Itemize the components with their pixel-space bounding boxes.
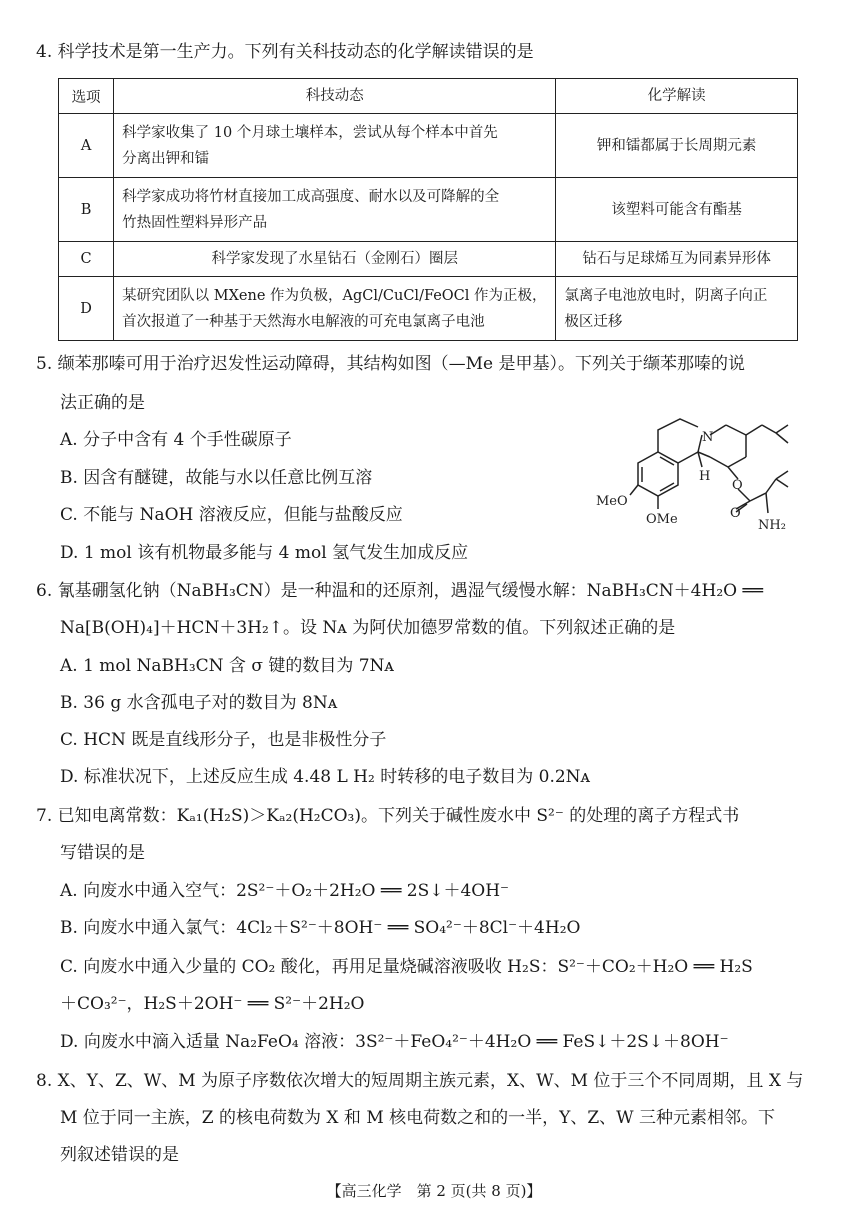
q7-stem-line1: 7. 已知电离常数：Kₐ₁(H₂S)＞Kₐ₂(H₂CO₃)。下列关于碱性废水中 S²⁻ 的处理的离子方程式书 (36, 806, 740, 826)
row-news: 科学家发现了水星钻石（金刚石）圈层 (114, 242, 556, 277)
q5-option-b: B. 因含有醚键，故能与水以任意比例互溶 (60, 468, 373, 488)
q6-option-c: C. HCN 既是直线形分子，也是非极性分子 (60, 730, 387, 750)
q8-stem-line3: 列叙述错误的是 (60, 1145, 179, 1165)
row-reading: 氯离子电池放电时，阴离子向正 极区迁移 (556, 277, 798, 341)
row-reading: 钻石与足球烯互为同素异形体 (556, 242, 798, 277)
q5-option-d: D. 1 mol 该有机物最多能与 4 mol 氢气发生加成反应 (60, 543, 469, 563)
q6-stem-line2: Na[B(OH)₄]＋HCN＋3H₂↑。设 Nᴀ 为阿伏加德罗常数的值。下列叙述正确的是 (60, 618, 676, 638)
table-row (59, 114, 798, 178)
o-atom-label: O (732, 478, 743, 493)
q6-option-d: D. 标准状况下，上述反应生成 4.48 L H₂ 时转移的电子数目为 0.2Nᴀ (60, 767, 591, 787)
col-header-option: 选项 (59, 79, 114, 114)
q8-stem-line2: M 位于同一主族，Z 的核电荷数为 X 和 M 核电荷数之和的一半，Y、Z、W 三种元素相邻。下 (60, 1108, 776, 1128)
q4-stem: 4. 科学技术是第一生产力。下列有关科技动态的化学解读错误的是 (36, 42, 534, 62)
row-news: 科学家成功将竹材直接加工成高强度、耐水以及可降解的全 竹热固性塑料异形产品 (114, 178, 556, 242)
q6-option-b: B. 36 g 水含孤电子对的数目为 8Nᴀ (60, 693, 338, 713)
table-header-row (59, 79, 798, 114)
q7-option-b: B. 向废水中通入氯气：4Cl₂＋S²⁻＋8OH⁻ ══ SO₄²⁻＋8Cl⁻＋4H₂O (60, 918, 581, 938)
molecule-structure-diagram (590, 405, 800, 545)
row-reading: 该塑料可能含有酯基 (556, 178, 798, 242)
q7-option-c-line1: C. 向废水中通入少量的 CO₂ 酸化，再用足量烧碱溶液吸收 H₂S：S²⁻＋CO₂＋H₂O ══ H₂S (60, 957, 753, 977)
row-reading: 钾和镭都属于长周期元素 (556, 114, 798, 178)
n-atom-label: N (702, 430, 714, 445)
row-key: C (59, 242, 114, 277)
page-footer: 【高三化学 第 2 页(共 8 页)】 (326, 1182, 542, 1200)
row-key: B (59, 178, 114, 242)
q5-option-a: A. 分子中含有 4 个手性碳原子 (60, 430, 292, 450)
row-key: D (59, 277, 114, 341)
q6-option-a: A. 1 mol NaBH₃CN 含 σ 键的数目为 7Nᴀ (60, 656, 395, 676)
q5-option-c: C. 不能与 NaOH 溶液反应，但能与盐酸反应 (60, 505, 403, 525)
q8-stem-line1: 8. X、Y、Z、W、M 为原子序数依次增大的短周期主族元素，X、W、M 位于三个不同周期，且 X 与 (36, 1071, 804, 1091)
q6-stem-line1: 6. 氰基硼氢化钠（NaBH₃CN）是一种温和的还原剂，遇湿气缓慢水解：NaBH₃CN＋4H₂O ══ (36, 581, 763, 601)
q7-option-c-line2: ＋CO₃²⁻，H₂S＋2OH⁻ ══ S²⁻＋2H₂O (60, 994, 365, 1014)
table-row (59, 242, 798, 277)
nh2-label: NH₂ (758, 518, 786, 533)
h-atom-label: H (699, 469, 711, 484)
carbonyl-o-label: O (730, 506, 741, 521)
q5-stem-line1: 5. 缬苯那嗪可用于治疗迟发性运动障碍，其结构如图（—Me 是甲基）。下列关于缬苯那嗪的说 (36, 354, 745, 374)
col-header-reading: 化学解读 (556, 79, 798, 114)
q4-table (58, 78, 798, 341)
table-row (59, 277, 798, 341)
row-news: 科学家收集了 10 个月球土壤样本，尝试从每个样本中首先 分离出钾和镭 (114, 114, 556, 178)
ome-label: OMe (646, 512, 678, 527)
q7-stem-line2: 写错误的是 (60, 843, 145, 863)
col-header-news: 科技动态 (114, 79, 556, 114)
q7-option-d: D. 向废水中滴入适量 Na₂FeO₄ 溶液：3S²⁻＋FeO₄²⁻＋4H₂O ══ FeS↓＋2S↓＋8OH⁻ (60, 1032, 729, 1052)
row-key: A (59, 114, 114, 178)
row-news: 某研究团队以 MXene 作为负极，AgCl/CuCl/FeOCl 作为正极， 首次报道了一种基于天然海水电解液的可充电氯离子电池 (114, 277, 556, 341)
table-row (59, 178, 798, 242)
q7-option-a: A. 向废水中通入空气：2S²⁻＋O₂＋2H₂O ══ 2S↓＋4OH⁻ (60, 881, 510, 901)
meo-label: MeO (596, 494, 628, 509)
q5-stem-line2: 法正确的是 (60, 393, 145, 413)
